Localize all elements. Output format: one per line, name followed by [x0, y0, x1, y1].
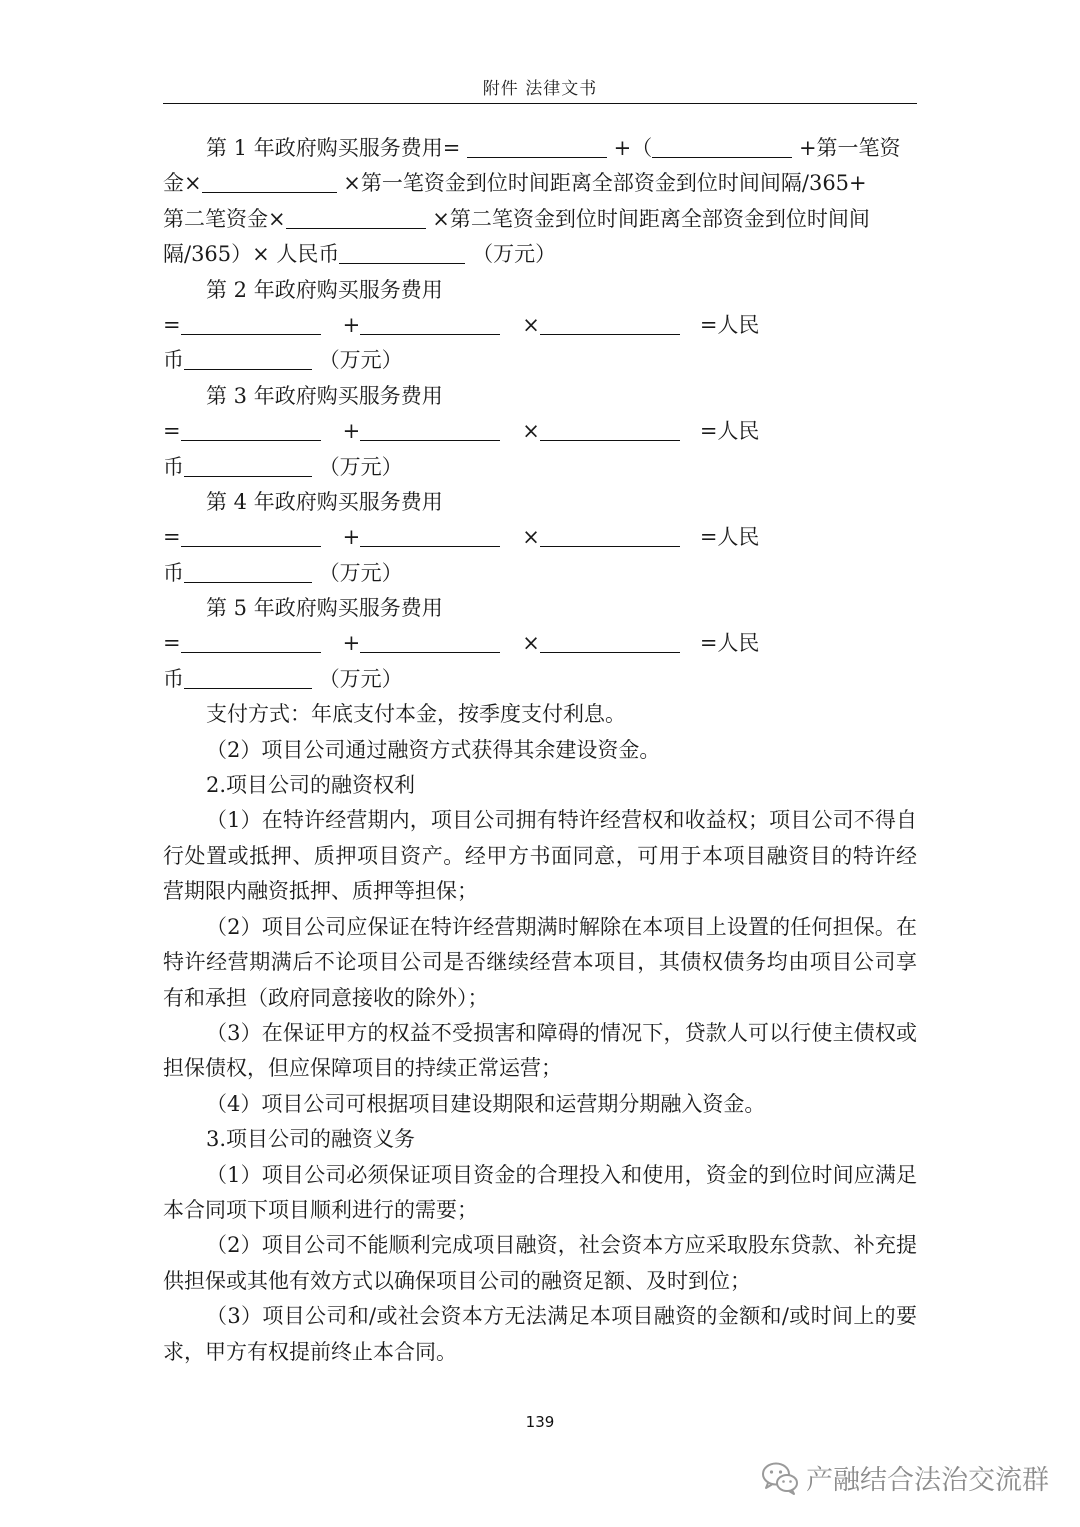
year1-formula-line-2: 金× ×第一笔资金到位时间距离全部资金到位时间间隔/365+ — [163, 171, 867, 196]
page-header: 附件 法律文书 — [482, 79, 598, 99]
year2-amount: 币 （万元） — [163, 348, 403, 373]
blank-field — [184, 368, 312, 370]
blank-field — [540, 333, 680, 335]
blank-field — [181, 333, 321, 335]
document-body — [163, 131, 917, 1370]
other-funds-clause: （2）项目公司通过融资方式获得其余建设资金。 — [206, 737, 661, 762]
obligations-clause-1: （1）项目公司必须保证项目资金的合理投入和使用，资金的到位时间应满足本合同项下项目顺利进行的需要； — [163, 1162, 917, 1222]
blank-field — [181, 545, 321, 547]
obligations-clause-2: （2）项目公司不能顺利完成项目融资，社会资本方应采取股东贷款、补充提供担保或其他有效方式以确保项目公司的融资足额、及时到位； — [163, 1233, 917, 1293]
watermark — [760, 1458, 1049, 1497]
year2-formula: = + × =人民 — [163, 312, 760, 337]
year2-title: 第 2 年政府购买服务费用 — [206, 277, 443, 302]
blank-field — [360, 439, 500, 441]
year4-title: 第 4 年政府购买服务费用 — [206, 489, 443, 514]
section-heading-obligations: 3.项目公司的融资义务 — [206, 1127, 416, 1152]
year5-title: 第 5 年政府购买服务费用 — [206, 596, 443, 621]
year4-amount: 币 （万元） — [163, 560, 403, 585]
blank-field — [360, 651, 500, 653]
rights-clause-3: （3）在保证甲方的权益不受损害和障碍的情况下，贷款人可以行使主债权或担保债权，但应保障项目的持续正常运营； — [163, 1020, 917, 1081]
year4-formula: = + × =人民 — [163, 525, 760, 550]
rights-clause-2: （2）项目公司应保证在特许经营期满时解除在本项目上设置的任何担保。在特许经营期满后不论项目公司是否继续经营本项目，其债权债务均由项目公司享有和承担（政府同意接收的除外）； — [163, 914, 917, 1010]
blank-field — [181, 439, 321, 441]
wechat-icon — [760, 1460, 800, 1496]
rights-clause-4: （4）项目公司可根据项目建设期限和运营期分期融入资金。 — [206, 1091, 766, 1116]
page-number: 139 — [525, 1413, 555, 1431]
year3-formula: = + × =人民 — [163, 419, 760, 444]
year1-formula-line-1: 第 1 年政府购买服务费用= +（ +第一笔资 — [206, 136, 901, 160]
blank-field — [467, 156, 607, 158]
blank-field — [286, 227, 426, 229]
year3-amount: 币 （万元） — [163, 454, 403, 479]
blank-field — [360, 333, 500, 335]
blank-field — [540, 545, 680, 547]
blank-field — [360, 545, 500, 547]
blank-field — [540, 651, 680, 653]
blank-field — [540, 439, 680, 441]
blank-field — [184, 475, 312, 477]
blank-field — [184, 687, 312, 689]
year5-formula: = + × =人民 — [163, 631, 760, 656]
section-heading-rights: 2.项目公司的融资权利 — [206, 773, 416, 798]
year3-title: 第 3 年政府购买服务费用 — [206, 383, 443, 408]
obligations-clause-3: （3）项目公司和/或社会资本方无法满足本项目融资的金额和/或时间上的要求，甲方有权提前终止本合同。 — [163, 1304, 917, 1364]
rights-clause-1: （1）在特许经营期内，项目公司拥有特许经营权和收益权；项目公司不得自行处置或抵押、质押项目资产。经甲方书面同意，可用于本项目融资目的特许经营期限内融资抵押、质押等担保； — [163, 808, 917, 904]
blank-field — [184, 581, 312, 583]
year1-formula-line-4: 隔/365）× 人民币 （万元） — [163, 242, 557, 267]
blank-field — [202, 191, 337, 193]
header-rule — [163, 103, 917, 104]
blank-field — [339, 262, 465, 264]
blank-field — [652, 156, 792, 158]
year5-amount: 币 （万元） — [163, 666, 403, 691]
payment-method: 支付方式：年底支付本金，按季度支付利息。 — [206, 702, 626, 727]
year1-formula-line-3: 第二笔资金× ×第二笔资金到位时间距离全部资金到位时间间 — [163, 206, 870, 231]
watermark-text: 产融结合法治交流群 — [806, 1465, 1049, 1496]
blank-field — [181, 651, 321, 653]
